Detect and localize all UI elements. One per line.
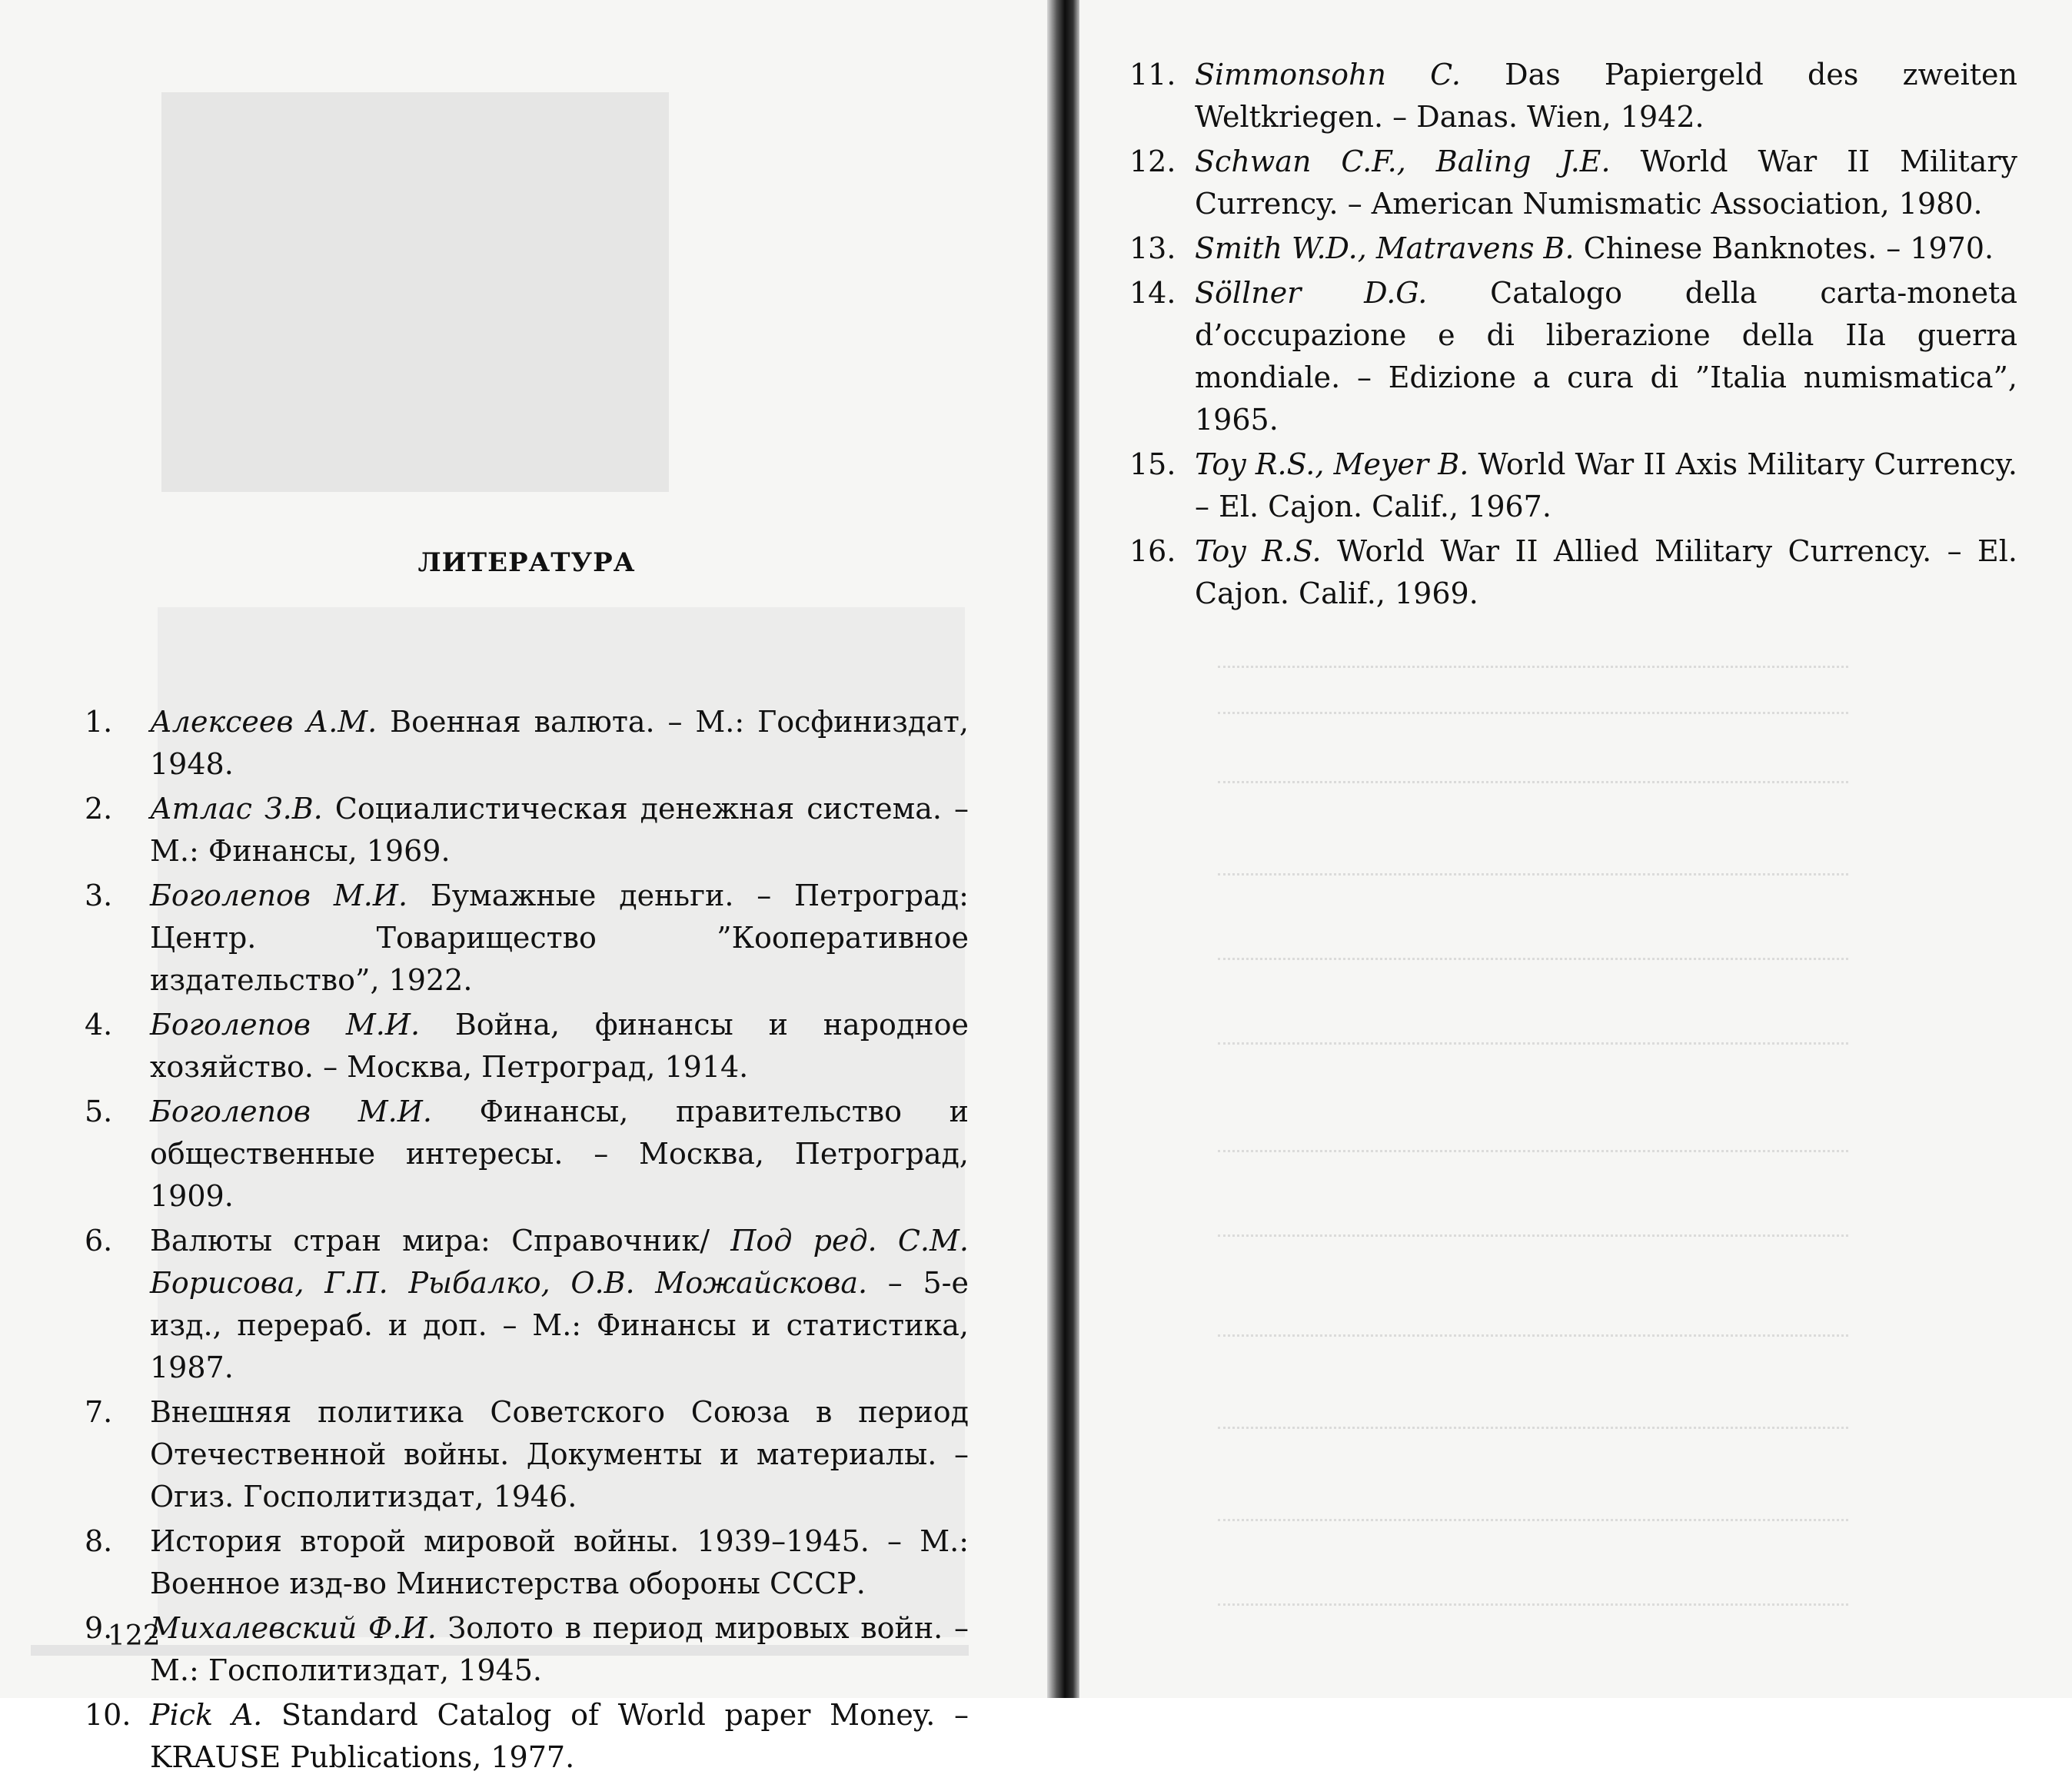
reference-author: Simmonsohn C. — [1195, 58, 1461, 91]
reference-number: 4. — [85, 1008, 113, 1042]
reference-text: World War II Military Currency. – American Numismatic Association, 1980. — [1195, 145, 2018, 221]
reference-text: Военная валюта. – М.: Госфиниздат, 1948. — [150, 705, 969, 781]
reference-number: 1. — [85, 705, 113, 739]
reference-author: Toy R.S., Meyer B. — [1195, 447, 1469, 481]
reference-text: Бумажные деньги. – Петроград: Центр. Товарищество ”Кооперативное издательство”, 1922. — [150, 879, 969, 997]
reference-text: Золото в период мировых войн. – М.: Госполитиздат, 1945. — [150, 1611, 969, 1687]
reference-number: 14. — [1129, 276, 1176, 310]
reference-item — [1129, 54, 2017, 138]
reference-text: Финансы, правительство и общественные интересы. – Москва, Петроград, 1909. — [150, 1095, 969, 1213]
right-page — [1079, 0, 2072, 1698]
reference-number: 15. — [1129, 447, 1176, 481]
reference-item — [85, 875, 969, 1002]
reference-number: 3. — [85, 879, 113, 912]
reference-item — [1129, 444, 2017, 528]
reference-author: Pick A. — [150, 1698, 263, 1732]
reference-author: Алексеев А.М. — [150, 705, 377, 739]
reference-number: 2. — [85, 792, 113, 826]
reference-text: Социалистическая денежная система. – М.: Финансы, 1969. — [150, 792, 969, 868]
reference-item — [85, 1004, 969, 1088]
reference-number: 5. — [85, 1095, 113, 1128]
reference-item — [85, 1694, 969, 1779]
book-gutter — [1047, 0, 1079, 1698]
reference-list-left — [85, 701, 969, 1781]
reference-number: 16. — [1129, 534, 1176, 568]
page-number: 122 — [108, 1620, 161, 1652]
reference-text: Standard Catalog of World paper Money. – KRAUSE Publications, 1977. — [150, 1698, 969, 1774]
reference-author: Боголепов М.И. — [150, 1095, 432, 1128]
reference-item — [85, 1391, 969, 1518]
reference-text: Война, финансы и народное хозяйство. – Москва, Петроград, 1914. — [150, 1008, 969, 1084]
reference-item — [85, 1607, 969, 1692]
reference-text: История второй мировой войны. 1939–1945. – М.: Военное изд-во Министерства обороны СССР. — [150, 1524, 969, 1600]
reference-author: Smith W.D., Matravens B. — [1195, 231, 1575, 265]
reference-text: Das Papiergeld des zweiten Weltkriegen. – Danas. Wien, 1942. — [1195, 58, 2017, 134]
reference-number: 10. — [85, 1698, 131, 1732]
reference-item — [85, 1091, 969, 1218]
reference-author: Söllner D.G. — [1195, 276, 1428, 310]
reference-number: 12. — [1129, 145, 1176, 178]
reference-text: Валюты стран мира: Справочник/ — [150, 1224, 731, 1258]
reference-author: Боголепов М.И. — [150, 1008, 421, 1042]
reference-item — [1129, 228, 2017, 270]
bleed-through-illustration — [161, 92, 669, 492]
reference-text: World War II Axis Military Currency. – El. Cajon. Calif., 1967. — [1195, 447, 2018, 523]
reference-number: 8. — [85, 1524, 113, 1558]
reference-item — [1129, 272, 2017, 441]
reference-editors: Под ред. С.М. Борисова, Г.П. Рыбалко, О.В. Можайскова. — [150, 1224, 969, 1300]
reference-text: World War II Allied Military Currency. – El. Cajon. Calif., 1969. — [1195, 534, 2017, 610]
reference-text: Chinese Banknotes. – 1970. — [1574, 231, 1994, 265]
reference-author: Боголепов М.И. — [150, 879, 408, 912]
reference-item — [85, 1520, 969, 1605]
reference-text: Catalogo della carta-moneta d’occupazione e di liberazione della IIa guerra mondiale. – Edizione a cura di ”Italia numismatica”, 1965. — [1195, 276, 2017, 437]
reference-list-right — [1129, 54, 2017, 617]
reference-number: 7. — [85, 1395, 113, 1429]
reference-number: 13. — [1129, 231, 1176, 265]
reference-item — [1129, 530, 2017, 615]
reference-item — [85, 788, 969, 872]
reference-number: 11. — [1129, 58, 1176, 91]
reference-author: Михалевский Ф.И. — [150, 1611, 437, 1645]
reference-text-after: – 5-е изд., перераб. и доп. – М.: Финансы и статистика, 1987. — [150, 1266, 969, 1384]
page-heading: ЛИТЕРАТУРА — [417, 547, 636, 578]
reference-text: Внешняя политика Советского Союза в период Отечественной войны. Документы и материалы. – Огиз. Госполитиздат, 1946. — [150, 1395, 969, 1514]
reference-author: Атлас З.В. — [150, 792, 323, 826]
reference-item — [85, 1220, 969, 1389]
reference-number: 9. — [85, 1611, 113, 1645]
reference-item — [1129, 141, 2017, 225]
bleed-through-contents — [1110, 600, 2056, 1676]
reference-number: 6. — [85, 1224, 113, 1258]
reference-item — [85, 701, 969, 786]
reference-author: Toy R.S. — [1195, 534, 1322, 568]
reference-author: Schwan C.F., Baling J.E. — [1195, 145, 1611, 178]
